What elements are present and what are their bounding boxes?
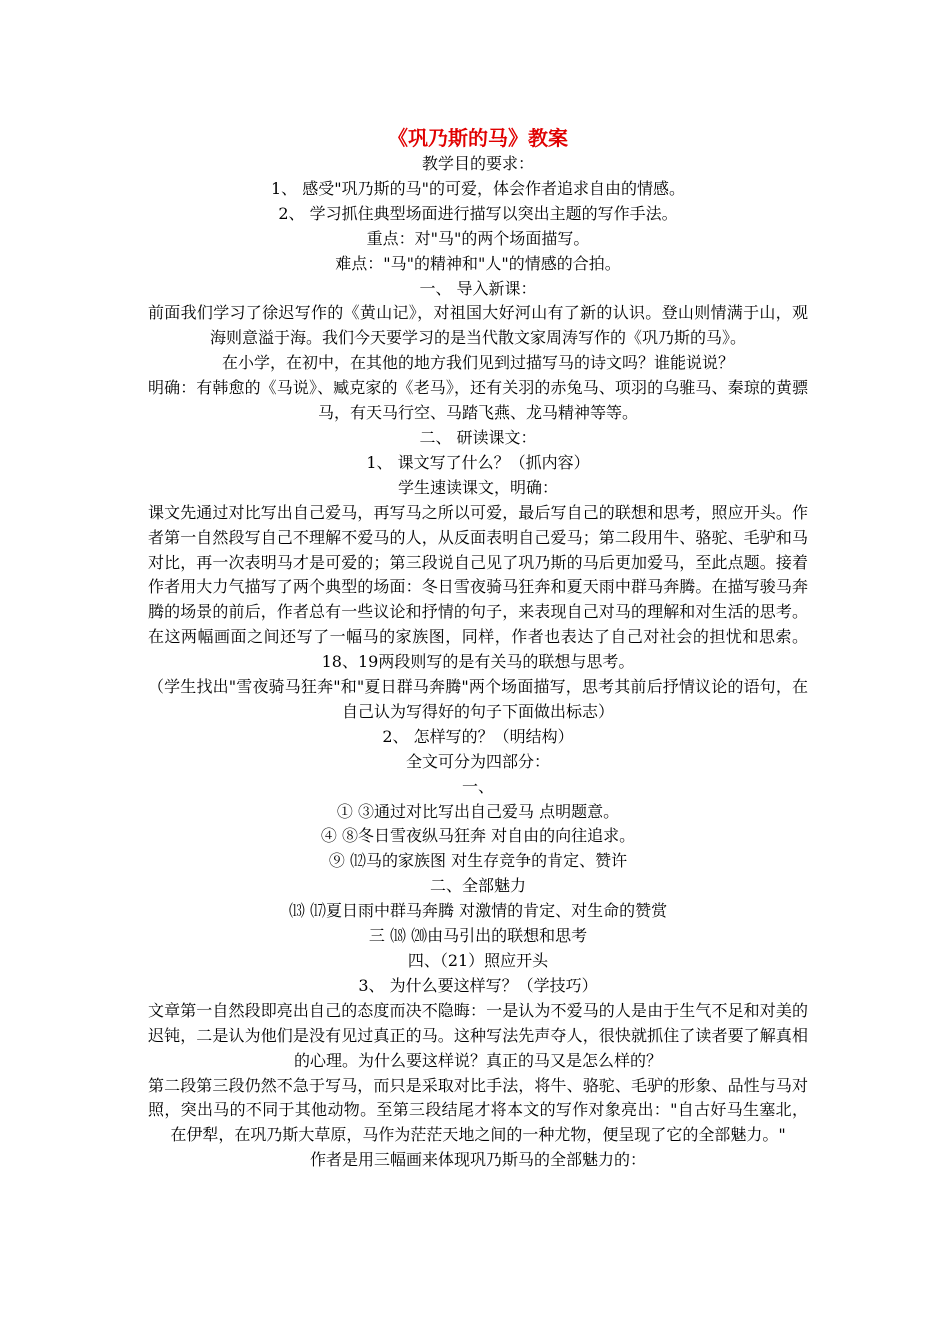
paragraph: 二、 研读课文： <box>419 427 537 447</box>
paragraph: 教学目的要求： <box>421 154 534 173</box>
paragraph: ④ ⑧冬日雪夜纵马狂奔 对自由的向往追求。 <box>320 826 636 846</box>
paragraph: 1、 课文写了什么？（抓内容） <box>366 452 590 472</box>
paragraph: 一、 <box>461 776 494 796</box>
paragraph: 2、 学习抓住典型场面进行描写以突出主题的写作手法。 <box>278 203 678 223</box>
paragraph: 三 ⒅ ⒇由马引出的联想和思考 <box>368 926 588 946</box>
paragraph: ⒀ ⒄夏日雨中群马奔腾 对激情的肯定、对生命的赞赏 <box>288 901 668 921</box>
paragraph: 课文先通过对比写出自己爱马，再写马之所以可爱，最后写自己的联想和思考，照应开头。作者第一自然段写自己不理解不爱马的人，从反面表明自己爱马；第二段用牛、骆驼、毛驴和马对比，再一次表明马才是可爱的；第三段说自己见了巩乃斯的马后更加爱马，至此点题。接着作者用大力气描写了两个典型的场面：冬日雪夜骑马狂奔和夏天雨中群马奔腾。在描写骏马奔腾的场景的前后，作者总有一些议论和抒情的句子，来表现自己对马的理解和对生活的思考。在这两幅画面之间还写了一幅马的家族图，同样，作者也表达了自己对社会的担忧和思索。18、19两段则写的是有关马的联想与思考。 <box>148 502 808 672</box>
paragraph: 明确：有韩愈的《马说》、臧克家的《老马》，还有关羽的赤兔马、项羽的乌骓马、秦琼的黄骠马，有天马行空、马踏飞燕、龙马精神等等。 <box>148 378 808 423</box>
paragraph: 二、全部魅力 <box>429 876 526 896</box>
paragraph: 在小学，在初中，在其他的地方我们见到过描写马的诗文吗？谁能说说？ <box>221 353 734 373</box>
paragraph: 1、 感受"巩乃斯的马"的可爱，体会作者追求自由的情感。 <box>271 178 685 198</box>
paragraph: 前面我们学习了徐迟写作的《黄山记》，对祖国大好河山有了新的认识。登山则情满于山，观海则意溢于海。我们今天要学习的是当代散文家周涛写作的《巩乃斯的马》。 <box>148 303 808 348</box>
paragraph: 第二段第三段仍然不急于写马，而只是采取对比手法，将牛、骆驼、毛驴的形象、品性与马对照，突出马的不同于其他动物。至第三段结尾才将本文的写作对象亮出："自古好马生塞北，在伊犁，在巩乃斯大草原，马作为茫茫天地之间的一种尤物，便呈现了它的全部魅力。" <box>148 1075 808 1145</box>
paragraph: 全文可分为四部分： <box>405 751 550 771</box>
paragraph: 3、 为什么要这样写？（学技巧） <box>358 975 598 995</box>
document-title: 《巩乃斯的马》教案 <box>388 126 568 150</box>
paragraph: 文章第一自然段即亮出自己的态度而决不隐晦：一是认为不爱马的人是由于生气不足和对美的迟钝，二是认为他们是没有见过真正的马。这种写法先声夺人，很快就抓住了读者要了解真相的心理。为什么要这样说？真正的马又是怎么样的？ <box>148 1000 808 1070</box>
paragraph: 四、（21）照应开头 <box>407 951 549 970</box>
paragraph: 作者是用三幅画来体现巩乃斯马的全部魅力的： <box>309 1150 646 1170</box>
paragraph: ① ③通过对比写出自己爱马 点明题意。 <box>336 801 620 821</box>
document-body <box>148 152 808 1173</box>
paragraph: 学生速读课文，明确： <box>397 477 558 497</box>
paragraph: ⑨ ⑿马的家族图 对生存竞争的肯定、赞许 <box>328 851 628 871</box>
paragraph: 2、 怎样写的？（明结构） <box>382 726 574 746</box>
document-page <box>148 124 808 1173</box>
paragraph: 一、 导入新课： <box>419 278 537 298</box>
paragraph: 难点："马"的精神和"人"的情感的合拍。 <box>335 253 621 273</box>
paragraph: （学生找出"雪夜骑马狂奔"和"夏日群马奔腾"两个场面描写，思考其前后抒情议论的语句，在自己认为写得好的句子下面做出标志） <box>148 677 808 721</box>
paragraph: 重点：对"马"的两个场面描写。 <box>366 228 590 248</box>
